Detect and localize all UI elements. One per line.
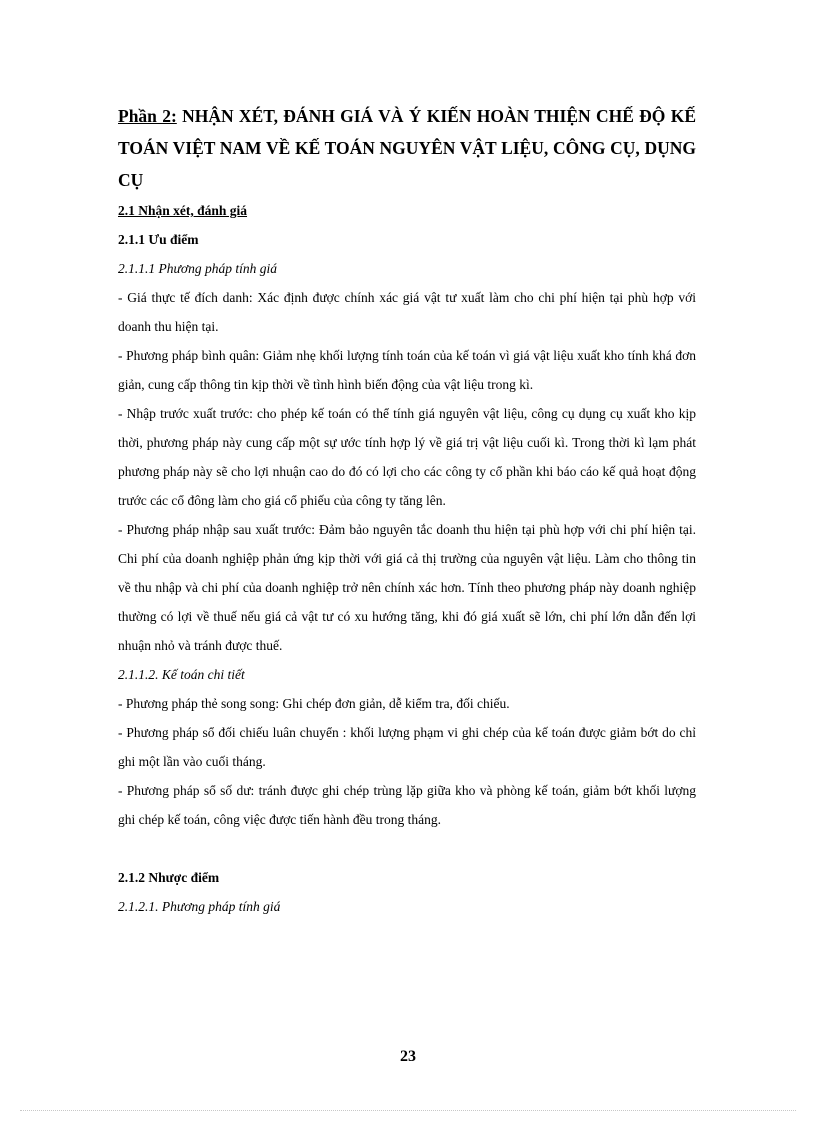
heading-2-1-1-1: 2.1.1.1 Phương pháp tính giá bbox=[118, 261, 277, 276]
paragraph: - Phương pháp sổ số dư: tránh được ghi chép trùng lặp giữa kho và phòng kế toán, giảm bớt khối lượng ghi chép kế toán, công việc được tiến hành đều trong tháng. bbox=[118, 783, 696, 827]
paragraph: - Phương pháp nhập sau xuất trước: Đảm bảo nguyên tắc doanh thu hiện tại phù hợp với chi phí hiện tại. Chi phí của doanh nghiệp phản ứng kịp thời với giá cả thị trường của nguyên vật liệu. Làm cho thông tin về thu nhập và chi phí của doanh nghiệp trở nên chính xác hơn. Tính theo phương pháp này doanh nghiệp thường có lợi về thuế nếu giá cả vật tư có xu hướng tăng, khi đó giá xuất sẽ lớn, chi phí lớn dẫn đến lợi nhuận nhỏ và tránh được thuế. bbox=[118, 522, 696, 653]
page-number: 23 bbox=[400, 1048, 416, 1065]
paragraph: - Phương pháp bình quân: Giảm nhẹ khối lượng tính toán của kế toán vì giá vật liệu xuất kho tính khá đơn giản, cung cấp thông tin kịp thời về tình hình biến động của vật liệu trong kì. bbox=[118, 348, 696, 392]
heading-2-1: 2.1 Nhận xét, đánh giá bbox=[118, 203, 248, 218]
paragraph: - Giá thực tế đích danh: Xác định được chính xác giá vật tư xuất làm cho chi phí hiện tại phù hợp với doanh thu hiện tại. bbox=[118, 290, 696, 334]
paragraph: - Phương pháp sổ đối chiếu luân chuyển : khối lượng phạm vi ghi chép của kế toán được giảm bớt do chỉ ghi một lần vào cuối tháng. bbox=[118, 725, 696, 769]
paragraph: - Phương pháp thẻ song song: Ghi chép đơn giản, dễ kiểm tra, đối chiếu. bbox=[118, 696, 510, 711]
part-title-text: NHẬN XÉT, ĐÁNH GIÁ VÀ Ý KIẾN HOÀN THIỆN CHẾ ĐỘ KẾ TOÁN VIỆT NAM VỀ KẾ TOÁN NGUYÊN VẬT LIỆU, CÔNG CỤ, DỤNG CỤ bbox=[118, 106, 697, 190]
heading-2-1-2: 2.1.2 Nhược điểm bbox=[118, 870, 220, 885]
part-title bbox=[118, 100, 696, 196]
paragraph: - Nhập trước xuất trước: cho phép kế toán có thể tính giá nguyên vật liệu, công cụ dụng cụ xuất kho kịp thời, phương pháp này cung cấp một sự ước tính hợp lý về giá trị vật liệu cuối kì. Trong thời kì lạm phát phương pháp này sẽ cho lợi nhuận cao do đó có lợi cho các công ty cổ phần khi báo cáo kế quả hoạt động trước các cổ đông làm cho giá cổ phiếu của công ty tăng lên. bbox=[118, 406, 696, 508]
part-label: Phần 2: bbox=[118, 106, 177, 126]
heading-2-1-1-2: 2.1.1.2. Kế toán chi tiết bbox=[118, 667, 245, 682]
document-page bbox=[118, 100, 696, 921]
spacer bbox=[118, 834, 696, 863]
heading-2-1-1: 2.1.1 Ưu điểm bbox=[118, 232, 199, 247]
page-bottom-rule bbox=[20, 1110, 796, 1111]
heading-2-1-2-1: 2.1.2.1. Phương pháp tính giá bbox=[118, 899, 281, 914]
